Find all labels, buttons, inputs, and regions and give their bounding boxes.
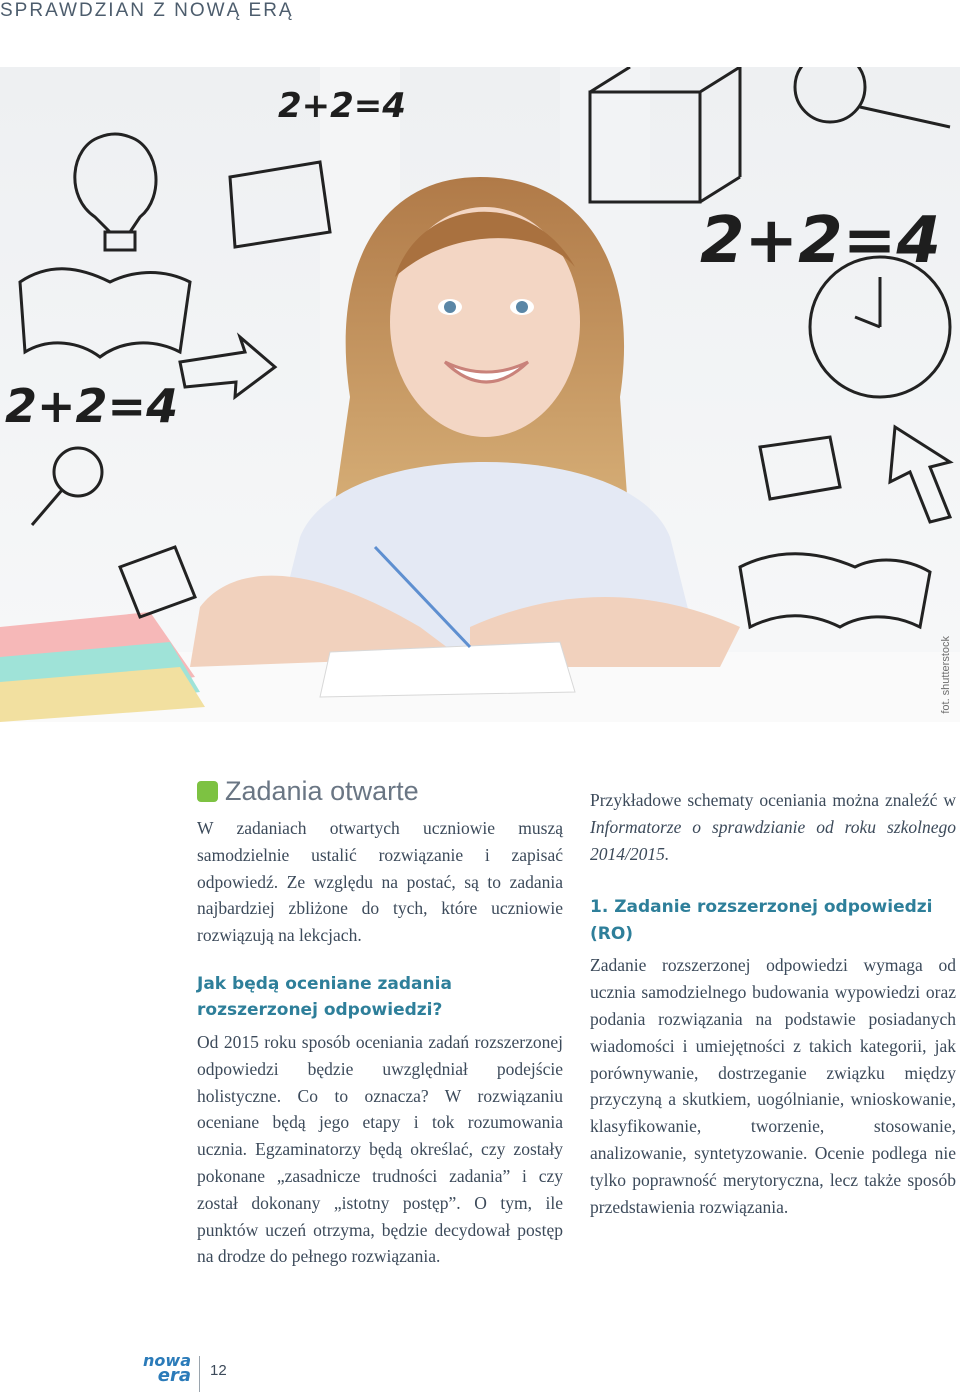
bullet-square-icon <box>197 781 218 802</box>
reference-title: Informatorze o sprawdzianie od roku szkolnego 2014/2015. <box>590 816 956 864</box>
footer-divider <box>199 1356 200 1392</box>
doodle-text: 2+2=4 <box>278 86 406 126</box>
left-column <box>197 776 563 1270</box>
doodle-text: 2+2=4 <box>5 379 179 433</box>
reference-text: Przykładowe schematy oceniania można znaleźć w <box>590 790 956 810</box>
logo-line-2: era <box>157 1365 191 1386</box>
photo-credit: fot. shutterstock <box>940 636 952 714</box>
section-title <box>197 776 563 807</box>
section-title-text: Zadania otwarte <box>225 776 419 806</box>
page-number: 12 <box>210 1362 227 1379</box>
task-paragraph: Zadanie rozszerzonej odpowiedzi wymaga od ucznia samodzielnego budowania wypowiedzi oraz podania rozwiązania na podstawie posiadanych wiadomości i umiejętności z takich kategorii, jak porównywanie, dostrzeganie związku między przyczyną a skutkiem, uogólnianie, wnioskowanie, klasyfikowanie, tworzenie, stosowanie, analizowanie, syntetyzowanie. Ocenie podlega nie tylko poprawność merytoryczna, lecz także sposób przedstawienia rozwiązania. <box>590 955 956 1217</box>
task-heading: 1. Zadanie rozszerzonej odpowiedzi (RO) <box>590 897 933 945</box>
subheading: Jak będą oceniane zadania rozszerzonej odpowiedzi? <box>197 973 452 1020</box>
photo-illustration <box>0 67 960 722</box>
publisher-logo <box>143 1351 191 1386</box>
body-paragraph: Od 2015 roku sposób oceniania zadań rozszerzonej odpowiedzi będzie uwzględniał podejście holistyczne. Co to oznacza? W rozwiązaniu oceniane będą jego etapy i tok rozumowania ucznia. Egzaminatorzy będą określać, czy zostały pokonane „zasadnicze trudności zadania” i czy został dokonany „istotny postęp”. O tym, ile punktów uczeń otrzyma, będzie decydował postęp na drodze do pełnego rozwiązania. <box>197 1031 563 1267</box>
logo-line-1: nowa <box>143 1351 191 1370</box>
intro-paragraph: W zadaniach otwartych uczniowie muszą samodzielnie ustalić rozwiązanie i zapisać odpowiedź. Ze względu na postać, są to zadania najbardziej zbliżone do tych, które uczniowie rozwiązują na lekcjach. <box>197 818 563 946</box>
hero-photo <box>0 67 960 722</box>
running-header: SPRAWDZIAN Z NOWĄ ERĄ <box>0 0 294 21</box>
reference-paragraph <box>590 787 956 867</box>
doodle-text: 2+2=4 <box>700 204 941 278</box>
right-column <box>590 787 956 1220</box>
